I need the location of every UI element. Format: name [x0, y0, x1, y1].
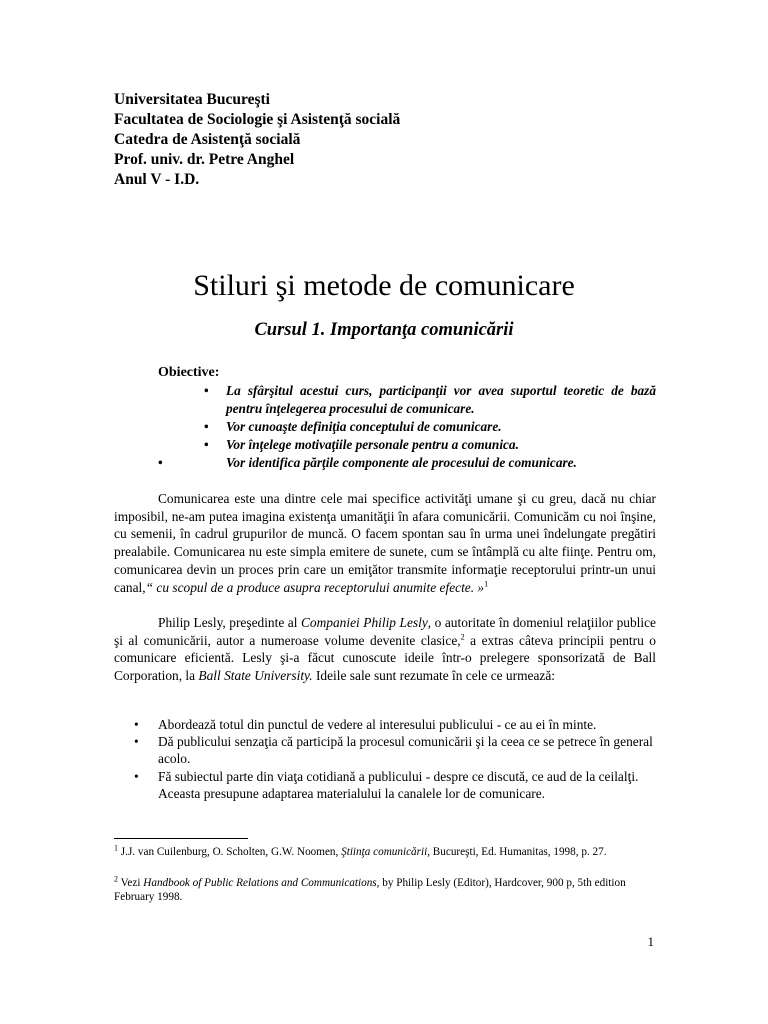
footnote-separator — [114, 838, 248, 839]
principle-text: Abordează totul din punctul de vedere al interesului publicului - ce au ei în minte. — [158, 717, 597, 732]
footnote-1 — [114, 845, 660, 859]
principles-list — [0, 716, 768, 802]
footnote-ref-2[interactable]: 2 — [460, 632, 465, 642]
department-name: Catedra de Asistenţă socială — [114, 131, 301, 148]
paragraph-lesly-text: Philip Lesly, preşedinte al — [158, 615, 301, 630]
principle-item — [0, 733, 656, 767]
objectives-label: Obiective: — [158, 365, 220, 380]
document-title: Stiluri şi metode de comunicare — [193, 269, 575, 302]
paragraph-intro — [114, 490, 656, 596]
objective-text: Vor identifica părţile componente ale procesului de comunicare. — [226, 455, 577, 470]
company-name: Companiei Philip Lesly — [300, 615, 428, 630]
page-number: 1 — [647, 934, 654, 949]
footnote-text: J.J. van Cuilenburg, O. Scholten, G.W. Noomen, — [118, 846, 342, 858]
bullet-icon: • — [204, 419, 209, 434]
principle-text: Fă subiectul parte din viaţa cotidiană a publicului - despre ce discută, ce aud de la ceilalţi. Aceasta presupune adaptarea materialului la canalele lor de comunicare. — [158, 768, 639, 801]
document-header — [114, 90, 400, 190]
paragraph-intro-quote: “ cu scopul de a produce asupra receptorului anumite efecte. » — [145, 579, 485, 595]
paragraph-lesly-text: , o autoritate în domeniul relaţiilor publice şi al comunicării, autor a numeroase volume devenite clasice, — [114, 615, 656, 648]
paragraph-lesly — [114, 614, 656, 685]
principle-item — [0, 768, 656, 802]
faculty-name: Facultatea de Sociologie şi Asistenţă socială — [114, 111, 401, 128]
bullet-icon: • — [134, 768, 139, 784]
footnote-text: Vezi — [118, 877, 144, 889]
objective-item — [0, 382, 768, 418]
university-reference: Ball State University. — [198, 668, 313, 684]
footnote-number: 1 — [114, 843, 118, 853]
objectives-list — [0, 382, 768, 472]
year-label: Anul V - I.D. — [114, 171, 200, 188]
bullet-icon: • — [204, 437, 209, 452]
objective-item — [0, 418, 768, 436]
objective-item — [0, 454, 768, 472]
principle-item — [0, 716, 656, 733]
footnote-title: Ştiinţa comunicării — [341, 846, 428, 858]
paragraph-lesly-text: a extras câteva principii pentru o comunicare eficientă. Lesly şi-a făcut cunoscute ideile într-o prelegere sponsorizată de Ball Corporation, la — [114, 632, 657, 684]
footnote-text: by Philip Lesly (Editor), Hardcover, 900 p, 5th edition February 1998. — [114, 877, 626, 904]
footnote-number: 2 — [114, 874, 118, 884]
footnote-ref-1[interactable]: 1 — [484, 579, 489, 589]
bullet-icon: • — [204, 383, 209, 398]
objective-text: La sfârşitul acestui curs, participanţii vor avea suportul teoretic de bază pentru înţelegerea procesului de comunicare. — [226, 383, 656, 416]
paragraph-intro-text: Comunicarea este una dintre cele mai specifice activităţi umane şi cu greu, dacă nu chiar imposibil, ne-am putea imagina existenţa umanităţii în afara comunicării. Comunicăm cu noi înşine, cu semenii, în cadrul grupurilor de muncă. O facem spontan sau în urma unei îndelungate pregătiri prealabile. Comunicarea nu este simpla emitere de sunete, cum se întâmplă cu alte fiinţe. Pentru om, comunicarea devin un proces prin care un emiţător transmite informaţie receptorului printr-un unui canal, — [114, 491, 656, 595]
bullet-icon: • — [134, 717, 139, 732]
footnote-text: , Bucureşti, Ed. Humanitas, 1998, p. 27. — [427, 846, 607, 858]
principle-text: Dă publicului senzaţia că participă la procesul comunicării şi la ceea ce se petrece în general acolo. — [158, 734, 653, 767]
university-name: Universitatea Bucureşti — [114, 91, 270, 108]
course-subtitle: Cursul 1. Importanţa comunicării — [254, 320, 514, 340]
footnote-title: Handbook of Public Relations and Communications, — [143, 877, 380, 889]
objective-text: Vor cunoaşte definiţia conceptului de comunicare. — [226, 419, 502, 434]
bullet-icon: • — [158, 455, 163, 470]
paragraph-lesly-text: Ideile sale sunt rezumate în cele ce urmează: — [312, 668, 555, 684]
objective-item — [0, 436, 768, 454]
professor-name: Prof. univ. dr. Petre Anghel — [114, 151, 295, 168]
bullet-icon: • — [134, 734, 139, 750]
footnote-2 — [114, 876, 660, 905]
objective-text: Vor înţelege motivaţiile personale pentru a comunica. — [226, 437, 519, 452]
